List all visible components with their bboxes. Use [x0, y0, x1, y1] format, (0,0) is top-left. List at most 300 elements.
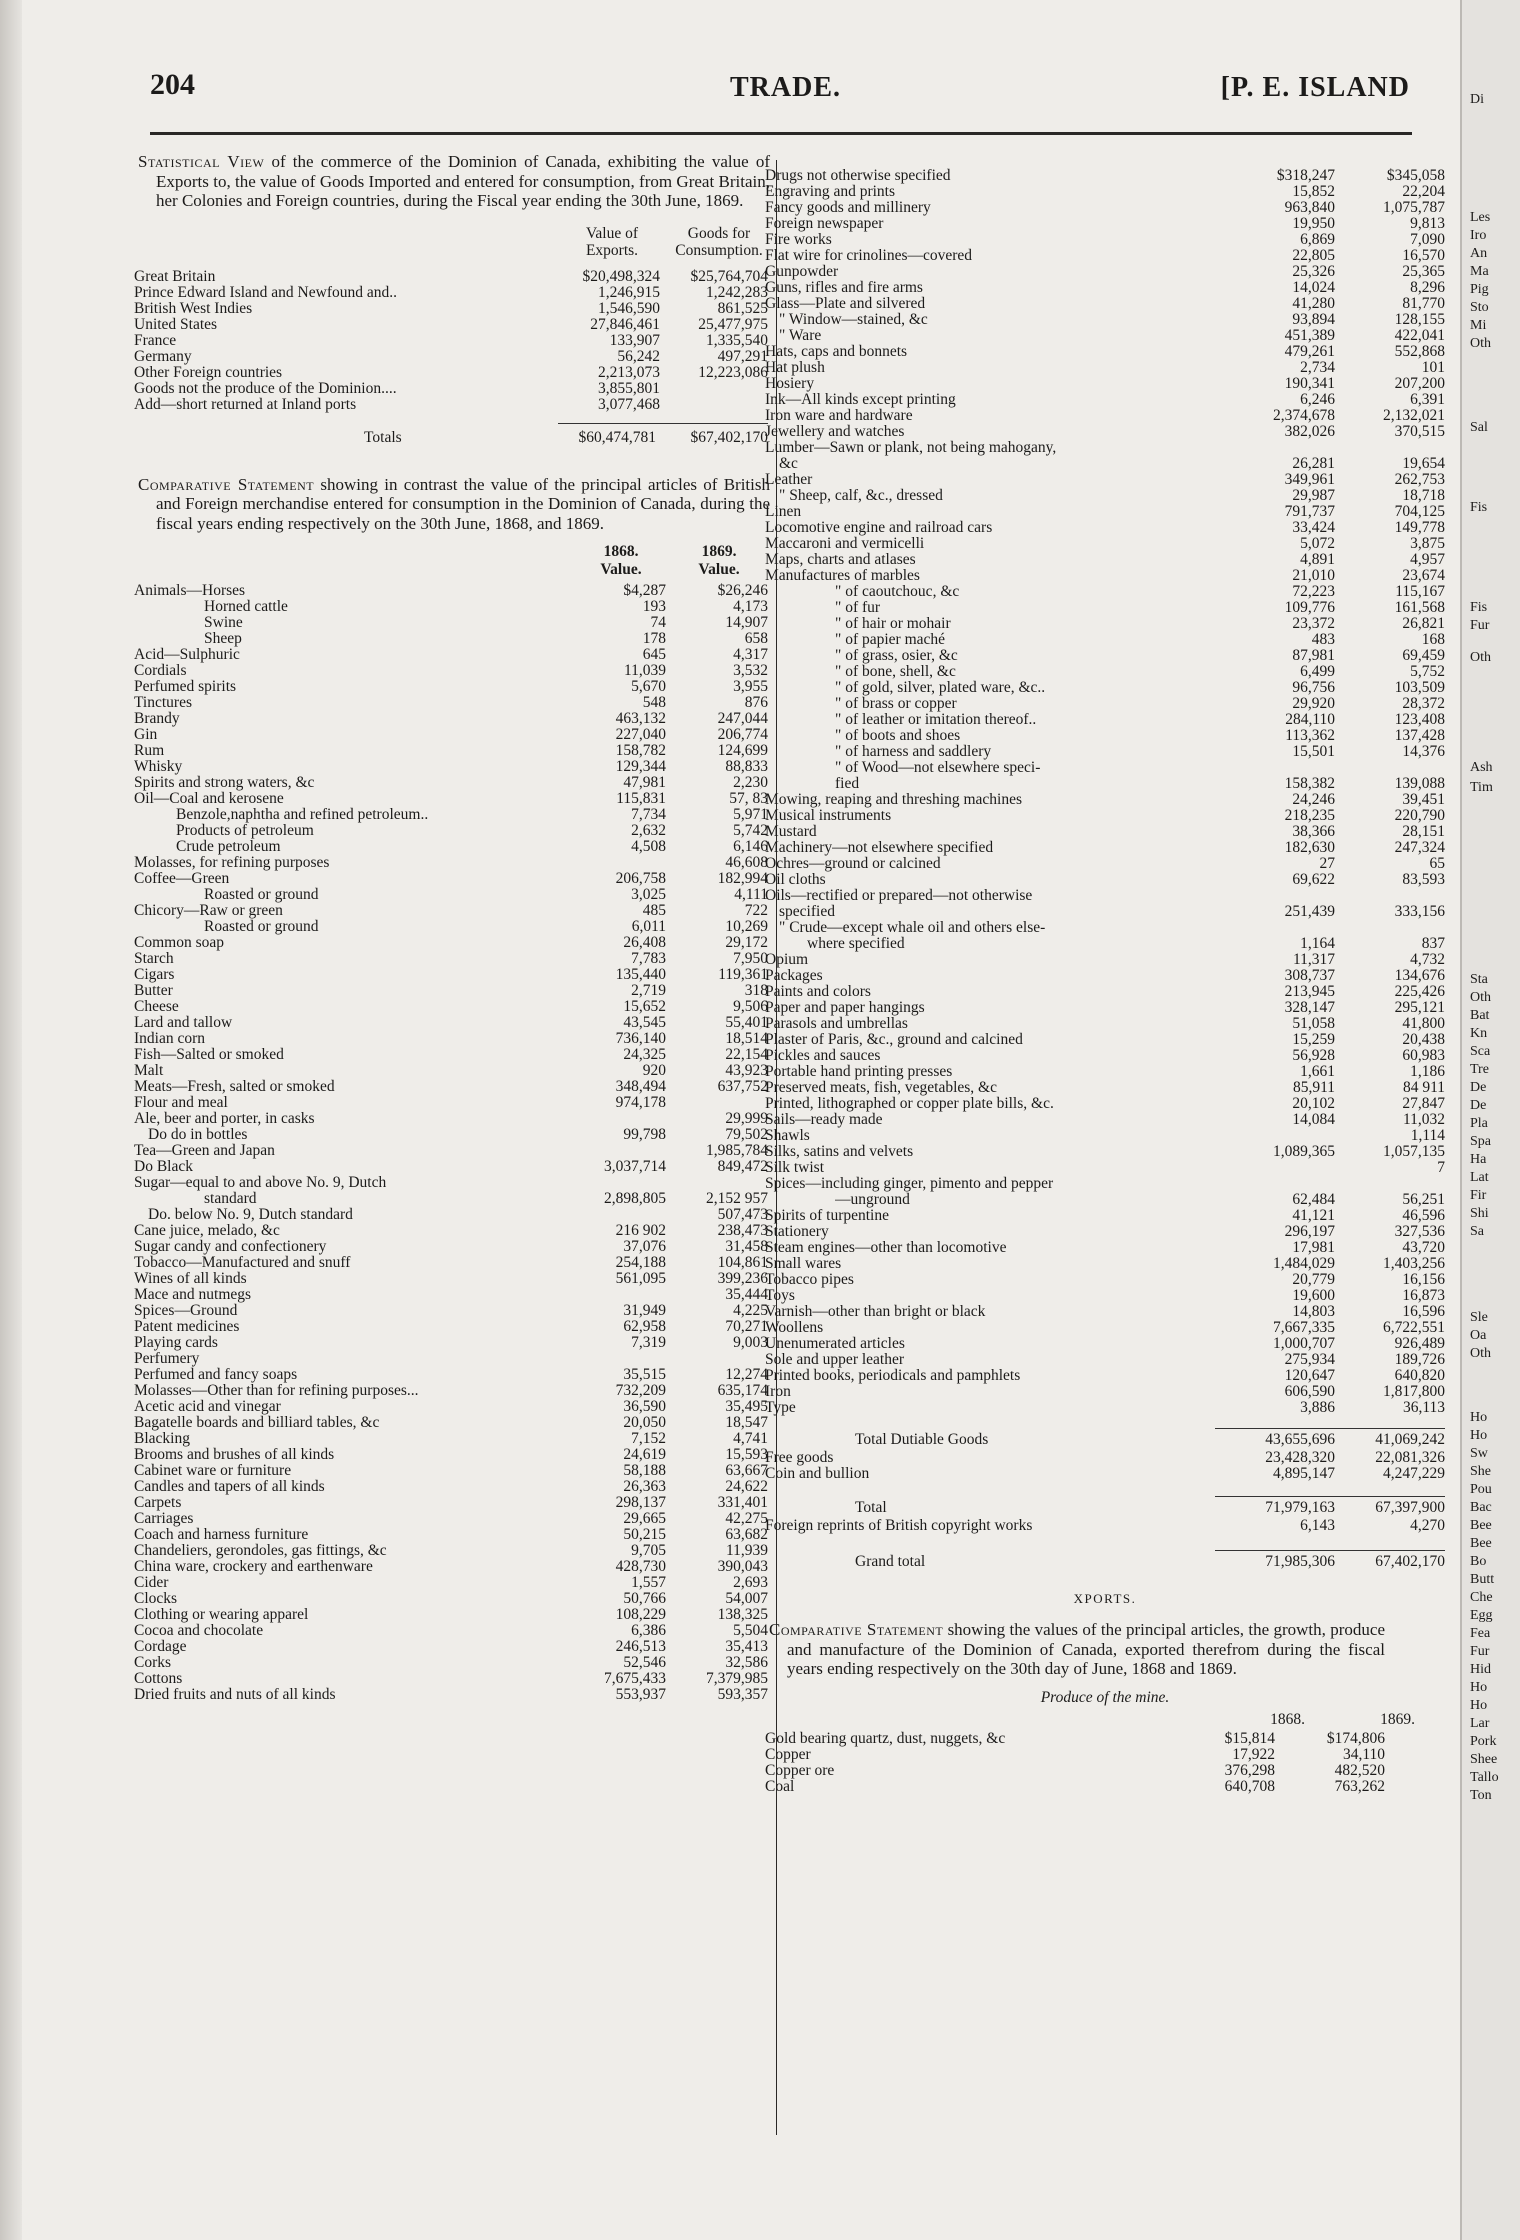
- row-value-1: 640,708: [1224, 1777, 1275, 1795]
- row-value-1: 43,545: [623, 1014, 666, 1031]
- row-value-1: 15,852: [1292, 183, 1335, 200]
- row-value-1: 27,846,461: [590, 315, 660, 333]
- table-row: [134, 919, 770, 935]
- table-row: [134, 1015, 770, 1031]
- margin-word: Spa: [1470, 1134, 1491, 1149]
- running-head-right: [P. E. ISLAND: [1220, 72, 1410, 103]
- table-row: [765, 1224, 1445, 1240]
- row-value-1: 190,341: [1284, 375, 1335, 392]
- margin-word: Oth: [1470, 650, 1491, 665]
- row-label: Chandeliers, gerondoles, gas fittings, &c: [134, 1543, 387, 1559]
- row-label: Packages: [765, 968, 823, 984]
- header-rule: [150, 132, 1412, 135]
- table-row: [765, 824, 1445, 840]
- row-label: Common soap: [134, 935, 224, 951]
- row-value-1: 158,382: [1284, 775, 1335, 792]
- row-label: Tea—Green and Japan: [134, 1143, 275, 1159]
- row-value-2: 24,622: [725, 1478, 768, 1495]
- margin-word: Shee: [1470, 1752, 1498, 1767]
- row-value-1: 561,095: [615, 1270, 666, 1287]
- row-value-1: 1,000,707: [1273, 1335, 1335, 1352]
- row-label: Drugs not otherwise specified: [765, 168, 951, 184]
- table-row: [134, 759, 770, 775]
- table-row: [134, 1047, 770, 1063]
- row-value-2: 14,376: [1402, 743, 1445, 760]
- margin-word: Ash: [1470, 760, 1493, 775]
- table-row: [134, 365, 770, 381]
- row-label: Flat wire for crinolines—covered: [765, 248, 973, 264]
- row-value-2: 43,720: [1402, 1239, 1445, 1256]
- table-row: [765, 712, 1445, 728]
- row-value-2: 43,923: [725, 1062, 768, 1079]
- row-label: Brandy: [134, 711, 180, 727]
- row-value-2: 333,156: [1394, 903, 1445, 920]
- row-value-2: 9,506: [733, 998, 768, 1015]
- row-value-2: 26,821: [1402, 615, 1445, 632]
- row-value-1: 3,077,468: [598, 395, 660, 413]
- reprints-label: Foreign reprints of British copyright works: [765, 1518, 1033, 1534]
- col-year-1869: [676, 543, 762, 579]
- row-value-1: 19,600: [1292, 1287, 1335, 1304]
- margin-word: Mi: [1470, 318, 1487, 333]
- row-value-2: 722: [744, 902, 768, 919]
- row-label: Linen: [765, 504, 802, 520]
- row-label: United States: [134, 316, 218, 333]
- table-row: [134, 301, 770, 317]
- row-label: Portable hand printing presses: [765, 1064, 953, 1080]
- row-label: Paints and colors: [765, 984, 871, 1000]
- table-row: [134, 1255, 770, 1271]
- margin-word: Bo: [1470, 1554, 1487, 1569]
- table-row: [765, 1466, 1445, 1482]
- row-value-2: 1,057,135: [1383, 1143, 1445, 1160]
- table-row: [134, 1175, 770, 1191]
- table-row: [134, 743, 770, 759]
- row-label: " of harness and saddlery: [835, 744, 992, 760]
- table-row: [134, 1639, 770, 1655]
- row-value-2: 7: [1437, 1159, 1445, 1176]
- row-value-2: 861,525: [717, 299, 768, 317]
- margin-word: Lat: [1470, 1170, 1489, 1185]
- row-value-2: 6,722,551: [1383, 1319, 1445, 1336]
- row-value-1: 791,737: [1284, 503, 1335, 520]
- row-label: Wines of all kinds: [134, 1271, 247, 1287]
- margin-word: Sal: [1470, 420, 1488, 435]
- table-row: [134, 1543, 770, 1559]
- row-label: Lard and tallow: [134, 1015, 233, 1031]
- row-label: Indian corn: [134, 1031, 206, 1047]
- row-label: Germany: [134, 348, 192, 365]
- row-value-2: 1,186: [1410, 1063, 1445, 1080]
- row-value-1: 7,319: [631, 1334, 666, 1351]
- table-row: [765, 1000, 1445, 1016]
- row-value-1: 38,366: [1292, 823, 1335, 840]
- row-value-2: 18,547: [725, 1414, 768, 1431]
- row-value-2: 36,113: [1402, 1399, 1445, 1416]
- row-value-1: 463,132: [615, 710, 666, 727]
- row-value-2: 137,428: [1394, 727, 1445, 744]
- row-value-1: 6,386: [631, 1622, 666, 1639]
- table-row: [765, 1336, 1445, 1352]
- table-row: [134, 349, 770, 365]
- row-value-2: 318: [744, 982, 768, 999]
- table-row: [134, 871, 770, 887]
- row-label: Prince Edward Island and Newfound and..: [134, 284, 397, 301]
- table-row: [134, 1655, 770, 1671]
- table-row: [134, 1319, 770, 1335]
- row-label: " of papier maché: [835, 632, 946, 648]
- totals-consumption: $67,402,170: [690, 428, 768, 446]
- row-label: Spices—Ground: [134, 1303, 238, 1319]
- row-label: " of boots and shoes: [835, 728, 961, 744]
- row-value-1: 1,546,590: [598, 299, 660, 317]
- row-value-1: 17,981: [1292, 1239, 1335, 1256]
- table-row: [765, 1763, 1385, 1779]
- row-value-2: 3,532: [733, 662, 768, 679]
- row-value-2: 3,875: [1410, 535, 1445, 552]
- reprints-row-wrap: [765, 1518, 1445, 1534]
- row-value-2: 399,236: [717, 1270, 768, 1287]
- margin-word: Oth: [1470, 1346, 1491, 1361]
- row-label: Cheese: [134, 999, 179, 1015]
- margin-word: Fur: [1470, 618, 1490, 633]
- table-row: [134, 1063, 770, 1079]
- row-value-2: 79,502: [725, 1126, 768, 1143]
- table-row: [134, 807, 770, 823]
- row-value-1: $4,287: [623, 582, 666, 599]
- table-row: [134, 887, 770, 903]
- row-label: Hats, caps and bonnets: [765, 344, 908, 360]
- row-label: Cordials: [134, 663, 187, 679]
- row-label: Hat plush: [765, 360, 825, 376]
- row-value-2: 55,401: [725, 1014, 768, 1031]
- row-value-2: 5,742: [733, 822, 768, 839]
- table-row: [765, 968, 1445, 984]
- table-row: [134, 1351, 770, 1367]
- table-row: [134, 967, 770, 983]
- row-value-1: 35,515: [623, 1366, 666, 1383]
- table-row: [765, 648, 1445, 664]
- row-label: Fire works: [765, 232, 832, 248]
- row-label: Engraving and prints: [765, 184, 896, 200]
- row-value-2: 497,291: [717, 347, 768, 365]
- row-label: fied: [835, 776, 860, 792]
- row-value-1: 963,840: [1284, 199, 1335, 216]
- row-label: Type: [765, 1400, 796, 1416]
- row-label: Mustard: [765, 824, 817, 840]
- row-value-1: 178: [642, 630, 666, 647]
- row-value-1: 47,981: [623, 774, 666, 791]
- row-value-1: 736,140: [615, 1030, 666, 1047]
- row-label: Sugar candy and confectionery: [134, 1239, 327, 1255]
- row-value-2: 1,242,283: [706, 283, 768, 301]
- table-row: [765, 616, 1445, 632]
- year-1868-label: 1868.: [603, 543, 639, 560]
- row-label: Add—short returned at Inland ports: [134, 396, 357, 413]
- table-row: [134, 631, 770, 647]
- row-label: Tinctures: [134, 695, 192, 711]
- row-value-2: 331,401: [717, 1494, 768, 1511]
- row-value-2: 46,608: [725, 854, 768, 871]
- margin-word: Tim: [1470, 780, 1493, 795]
- row-label: British West Indies: [134, 300, 253, 317]
- table-row: [765, 1048, 1445, 1064]
- table-row: [134, 1383, 770, 1399]
- row-value-2: 5,752: [1410, 663, 1445, 680]
- row-value-1: $20,498,324: [582, 267, 660, 285]
- table-row: [765, 360, 1445, 376]
- totals-exports: $60,474,781: [578, 428, 656, 446]
- row-label: Oil—Coal and kerosene: [134, 791, 284, 807]
- row-value-1: 62,958: [623, 1318, 666, 1335]
- row-value-1: 23,372: [1292, 615, 1335, 632]
- row-label: Flour and meal: [134, 1095, 228, 1111]
- row-label: Acetic acid and vinegar: [134, 1399, 281, 1415]
- table-row: [765, 1450, 1445, 1466]
- row-label: China ware, crockery and earthenware: [134, 1559, 373, 1575]
- row-label: Guns, rifles and fire arms: [765, 280, 923, 296]
- row-value-2: 104,861: [717, 1254, 768, 1271]
- table-row: [134, 1207, 770, 1223]
- table-row: [765, 552, 1445, 568]
- row-label: Silk twist: [765, 1160, 825, 1176]
- row-label: Animals—Horses: [134, 583, 246, 599]
- row-value-1: 85,911: [1292, 1079, 1335, 1096]
- left-column: [134, 152, 770, 1703]
- row-value-2: 4,173: [733, 598, 768, 615]
- table-row: [765, 1779, 1385, 1795]
- page-number: 204: [150, 68, 195, 101]
- table-row: [765, 792, 1445, 808]
- table-row: [765, 376, 1445, 392]
- row-value-2: 41,800: [1402, 1015, 1445, 1032]
- row-value-1: 14,084: [1292, 1111, 1335, 1128]
- margin-word: Bee: [1470, 1536, 1492, 1551]
- row-value-1: 645: [642, 646, 666, 663]
- row-value-1: 51,058: [1292, 1015, 1335, 1032]
- row-label: Leather: [765, 472, 813, 488]
- row-value-2: $25,764,704: [690, 267, 768, 285]
- row-value-1: 17,922: [1232, 1745, 1275, 1763]
- table-row: [765, 216, 1445, 232]
- row-value-1: 41,280: [1292, 295, 1335, 312]
- table-row: [765, 1304, 1445, 1320]
- row-value-1: 193: [642, 598, 666, 615]
- row-value-1: 6,499: [1300, 663, 1335, 680]
- row-label: Butter: [134, 983, 173, 999]
- row-value-1: 548: [642, 694, 666, 711]
- row-value-1: 1,484,029: [1273, 1255, 1335, 1272]
- table-row: [765, 1128, 1445, 1144]
- row-label: Benzole,naphtha and refined petroleum..: [176, 807, 429, 823]
- total-1868: 71,979,163: [1265, 1499, 1335, 1516]
- row-value-2: 370,515: [1394, 423, 1445, 440]
- row-label: Meats—Fresh, salted or smoked: [134, 1079, 335, 1095]
- table-row: [765, 776, 1445, 792]
- row-label: standard: [204, 1191, 257, 1207]
- row-value-2: 7,950: [733, 950, 768, 967]
- row-value-2: 876: [744, 694, 768, 711]
- margin-word: Fur: [1470, 1644, 1490, 1659]
- row-value-1: 109,776: [1284, 599, 1335, 616]
- table-row: [134, 1495, 770, 1511]
- row-value-1: 348,494: [615, 1078, 666, 1095]
- exports-intro: Comparative Statement showing the values of the principal articles, the growth, produce and manufacture of the Dominion of Canada, exported therefrom during the fiscal years ending respectively on the 30th day of June, 1868 and 1869.: [769, 1620, 1385, 1678]
- margin-word: Tre: [1470, 1062, 1489, 1077]
- row-value-1: 87,981: [1292, 647, 1335, 664]
- row-value-1: 133,907: [609, 331, 660, 349]
- row-value-2: 123,408: [1394, 711, 1445, 728]
- row-value-1: 2,719: [631, 982, 666, 999]
- row-value-2: 18,718: [1402, 487, 1445, 504]
- row-value-1: 1,246,915: [598, 283, 660, 301]
- totals-label: Totals: [364, 428, 402, 446]
- row-label: Other Foreign countries: [134, 364, 283, 381]
- row-value-1: 182,630: [1284, 839, 1335, 856]
- row-value-2: 926,489: [1394, 1335, 1445, 1352]
- row-label: Clocks: [134, 1591, 178, 1607]
- table-row: [134, 775, 770, 791]
- margin-word: Lar: [1470, 1716, 1490, 1731]
- margin-word: Ho: [1470, 1680, 1488, 1695]
- row-label: Crude petroleum: [176, 839, 281, 855]
- row-value-1: 7,734: [631, 806, 666, 823]
- value-1868-label: Value.: [600, 561, 642, 578]
- row-value-1: 11,317: [1292, 951, 1335, 968]
- row-label: Chicory—Raw or green: [134, 903, 283, 919]
- row-value-1: 5,072: [1300, 535, 1335, 552]
- margin-word: De: [1470, 1080, 1487, 1095]
- table-row: [765, 568, 1445, 584]
- row-value-1: 26,281: [1292, 455, 1335, 472]
- row-value-1: 5,670: [631, 678, 666, 695]
- row-value-2: 6,146: [733, 838, 768, 855]
- row-value-2: 16,873: [1402, 1287, 1445, 1304]
- row-value-1: 485: [642, 902, 666, 919]
- row-value-1: 9,705: [631, 1542, 666, 1559]
- row-label: Musical instruments: [765, 808, 892, 824]
- table-row: [134, 1111, 770, 1127]
- row-value-2: 295,121: [1394, 999, 1445, 1016]
- table-row: [765, 808, 1445, 824]
- table-row: [765, 936, 1445, 952]
- row-label: Oil cloths: [765, 872, 826, 888]
- row-value-1: 2,632: [631, 822, 666, 839]
- row-value-1: 216 902: [615, 1222, 666, 1239]
- margin-word: Sle: [1470, 1310, 1488, 1325]
- row-value-1: 56,928: [1292, 1047, 1335, 1064]
- row-label: Hosiery: [765, 376, 815, 392]
- grand-total-label: Grand total: [855, 1553, 926, 1570]
- row-value-2: 149,778: [1394, 519, 1445, 536]
- row-value-1: 732,209: [615, 1382, 666, 1399]
- exports-table: [765, 1731, 1445, 1795]
- row-value-2: 8,296: [1410, 279, 1445, 296]
- table-row: [134, 711, 770, 727]
- free-goods-label: Free goods: [765, 1450, 834, 1466]
- row-value-2: 124,699: [717, 742, 768, 759]
- row-value-1: 553,937: [615, 1686, 666, 1703]
- row-value-1: 41,121: [1292, 1207, 1335, 1224]
- row-value-2: 23,674: [1402, 567, 1445, 584]
- row-label: Rum: [134, 743, 165, 759]
- row-value-1: 15,501: [1292, 743, 1335, 760]
- row-value-2: 27,847: [1402, 1095, 1445, 1112]
- table-row: [134, 999, 770, 1015]
- row-value-2: 139,088: [1394, 775, 1445, 792]
- margin-word: Oth: [1470, 990, 1491, 1005]
- table-row: [134, 599, 770, 615]
- margin-word: Ton: [1470, 1788, 1492, 1803]
- table-row: [765, 1320, 1445, 1336]
- table-row: [765, 232, 1445, 248]
- margin-word: Ho: [1470, 1410, 1488, 1425]
- row-value-1: 1,557: [631, 1574, 666, 1591]
- row-value-2: 115,167: [1395, 583, 1445, 600]
- row-value-2: 32,586: [725, 1654, 768, 1671]
- coin-label: Coin and bullion: [765, 1466, 870, 1482]
- margin-word: Butt: [1470, 1572, 1495, 1587]
- row-value-2: 81,770: [1402, 295, 1445, 312]
- table-row: [765, 1016, 1445, 1032]
- margin-word: Pork: [1470, 1734, 1497, 1749]
- table-row: [765, 680, 1445, 696]
- row-value-2: 15,593: [725, 1446, 768, 1463]
- statistical-view-intro: Statistical View of the commerce of the Dominion of Canada, exhibiting the value of Exports to, the value of Goods Imported and entered for consumption, from Great Britain, her Colonies and Foreign countries, during the Fiscal year ending the 30th June, 1869.: [138, 152, 770, 210]
- table-row: [134, 1191, 770, 1207]
- row-value-1: 275,934: [1284, 1351, 1335, 1368]
- row-label: Manufactures of marbles: [765, 568, 920, 584]
- table-row: [765, 600, 1445, 616]
- row-value-2: 7,090: [1410, 231, 1445, 248]
- total-dutiable-label: Total Dutiable Goods: [855, 1431, 989, 1448]
- row-label: Spirits and strong waters, &c: [134, 775, 315, 791]
- row-value-2: 4,225: [733, 1302, 768, 1319]
- row-value-1: 29,987: [1292, 487, 1335, 504]
- row-value-2: 1,075,787: [1383, 199, 1445, 216]
- row-value-1: $318,247: [1276, 167, 1335, 184]
- row-value-1: 25,326: [1292, 263, 1335, 280]
- row-value-1: 24,619: [623, 1446, 666, 1463]
- row-label: Maccaroni and vermicelli: [765, 536, 925, 552]
- table-row: [134, 1447, 770, 1463]
- row-value-1: 2,734: [1300, 359, 1335, 376]
- row-label: Paper and paper hangings: [765, 1000, 925, 1016]
- row-value-2: 83,593: [1402, 871, 1445, 888]
- table-row: [765, 1384, 1445, 1400]
- table-row: [765, 1731, 1385, 1747]
- row-value-1: 69,622: [1292, 871, 1335, 888]
- row-value-2: 168: [1421, 631, 1445, 648]
- row-label: Unenumerated articles: [765, 1336, 905, 1352]
- row-value-1: 1,661: [1300, 1063, 1335, 1080]
- row-label: Cordage: [134, 1639, 187, 1655]
- table-row: [765, 1256, 1445, 1272]
- page-header: [150, 68, 1410, 122]
- row-label: Carriages: [134, 1511, 194, 1527]
- table-row: [765, 248, 1445, 264]
- table-row: [765, 872, 1445, 888]
- row-label: Molasses—Other than for refining purposes...: [134, 1383, 419, 1399]
- row-label: —unground: [835, 1192, 910, 1208]
- row-value-2: 42,275: [725, 1510, 768, 1527]
- statistical-view-totals: [134, 423, 770, 451]
- table-row: [765, 200, 1445, 216]
- row-label: Starch: [134, 951, 174, 967]
- table-row: [134, 679, 770, 695]
- margin-word: Tallo: [1470, 1770, 1499, 1785]
- row-value-2: 128,155: [1394, 311, 1445, 328]
